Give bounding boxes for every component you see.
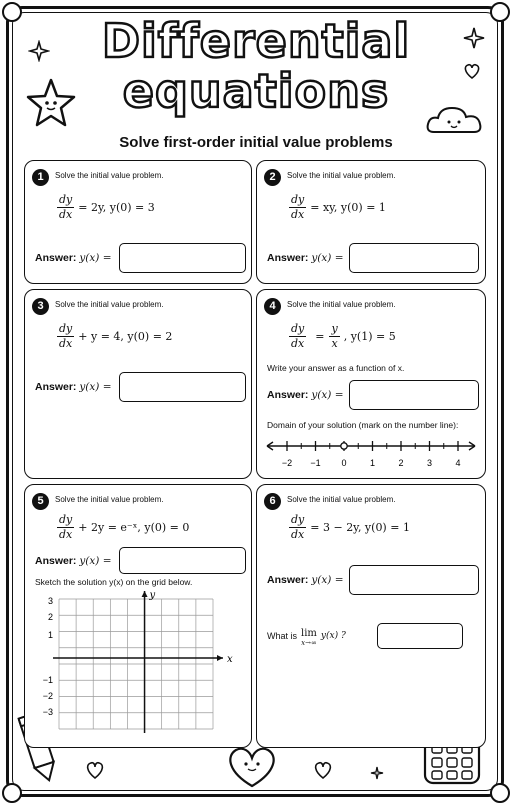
domain-instruction: Domain of your solution (mark on the number line): <box>267 420 459 430</box>
y-axis-label: y <box>149 590 156 601</box>
answer-input[interactable] <box>349 565 479 595</box>
problem-prompt: Solve the initial value problem. <box>55 171 164 180</box>
limit-answer-input[interactable] <box>377 623 463 649</box>
y-tick-label: −1 <box>42 675 53 685</box>
instruction-text: Write your answer as a function of x. <box>267 363 405 373</box>
open-circle-marker <box>341 443 347 449</box>
number-line-label: 4 <box>455 458 461 468</box>
problem-prompt: Solve the initial value problem. <box>287 495 396 504</box>
equation: $\frac{dy}{dx}$ = 3 − 2y, y(0) = 1 <box>291 513 410 541</box>
sketch-instruction: Sketch the solution y(x) on the grid below. <box>35 577 193 587</box>
corner-circle-bottom-left <box>2 783 22 803</box>
number-line-label: 0 <box>341 458 347 468</box>
problem-card-5 <box>24 484 252 748</box>
sparkle-icon <box>370 766 384 780</box>
page-title-line-2: equations <box>122 64 390 118</box>
answer-input[interactable] <box>119 547 246 574</box>
problem-card-3 <box>24 289 252 479</box>
problem-prompt: Solve the initial value problem. <box>287 171 396 180</box>
corner-circle-bottom-right <box>490 783 510 803</box>
problem-number: 1 <box>32 169 49 186</box>
number-line-label: 3 <box>426 458 433 468</box>
equation: $\frac{dy}{dx}$ + 2y = e⁻ˣ, y(0) = 0 <box>59 513 190 541</box>
problem-prompt: Solve the initial value problem. <box>55 495 164 504</box>
problem-number: 3 <box>32 298 49 315</box>
answer-input[interactable] <box>119 372 246 402</box>
answer-input[interactable] <box>349 243 479 273</box>
x-axis-arrow <box>217 655 223 661</box>
answer-label: Answer: y(x) = <box>35 555 112 567</box>
y-tick-label: 3 <box>47 596 53 606</box>
heart-face-icon <box>222 744 282 790</box>
problem-prompt: Solve the initial value problem. <box>55 300 164 309</box>
page-subtitle: Solve first-order initial value problems <box>119 134 393 151</box>
number-line-label: −1 <box>310 458 321 468</box>
equation: $\frac{dy}{dx}$ = $\frac{y}{x}$ , y(1) = 5 <box>291 322 396 350</box>
equation: $\frac{dy}{dx}$ = xy, y(0) = 1 <box>291 193 386 221</box>
y-tick-label: 1 <box>47 630 53 640</box>
problem-card-2 <box>256 160 486 284</box>
sketch-grid[interactable] <box>29 589 239 737</box>
limit-question: What is lim x→∞ y(x) ? <box>267 628 346 647</box>
problem-prompt: Solve the initial value problem. <box>287 300 396 309</box>
problem-number: 4 <box>264 298 281 315</box>
answer-label: Answer: y(x) = <box>267 574 344 586</box>
answer-input[interactable] <box>119 243 246 273</box>
heart-icon <box>312 760 334 780</box>
page-title: Differential <box>101 14 411 68</box>
y-tick-label: −3 <box>42 707 53 717</box>
answer-input[interactable] <box>349 380 479 410</box>
number-line-label: −2 <box>281 458 293 468</box>
heart-icon <box>84 760 106 780</box>
number-line-label: 2 <box>398 458 404 468</box>
problem-card-1 <box>24 160 252 284</box>
problem-card-4 <box>256 289 486 479</box>
answer-label: Answer: y(x) = <box>267 389 344 401</box>
answer-label: Answer: y(x) = <box>35 252 112 264</box>
y-tick-label: 2 <box>47 612 53 622</box>
equation: $\frac{dy}{dx}$ = 2y, y(0) = 3 <box>59 193 155 221</box>
answer-label: Answer: y(x) = <box>267 252 344 264</box>
problem-card-6 <box>256 484 486 748</box>
answer-label: Answer: y(x) = <box>35 381 112 393</box>
y-tick-label: −2 <box>42 691 53 701</box>
problem-number: 5 <box>32 493 49 510</box>
title-block <box>0 16 512 116</box>
problem-number: 6 <box>264 493 281 510</box>
number-line-label: 1 <box>369 458 376 468</box>
problem-number: 2 <box>264 169 281 186</box>
y-axis-arrow <box>142 591 148 597</box>
equation: $\frac{dy}{dx}$ + y = 4, y(0) = 2 <box>59 322 173 350</box>
number-line[interactable] <box>263 434 479 470</box>
x-axis-label: x <box>227 654 233 665</box>
